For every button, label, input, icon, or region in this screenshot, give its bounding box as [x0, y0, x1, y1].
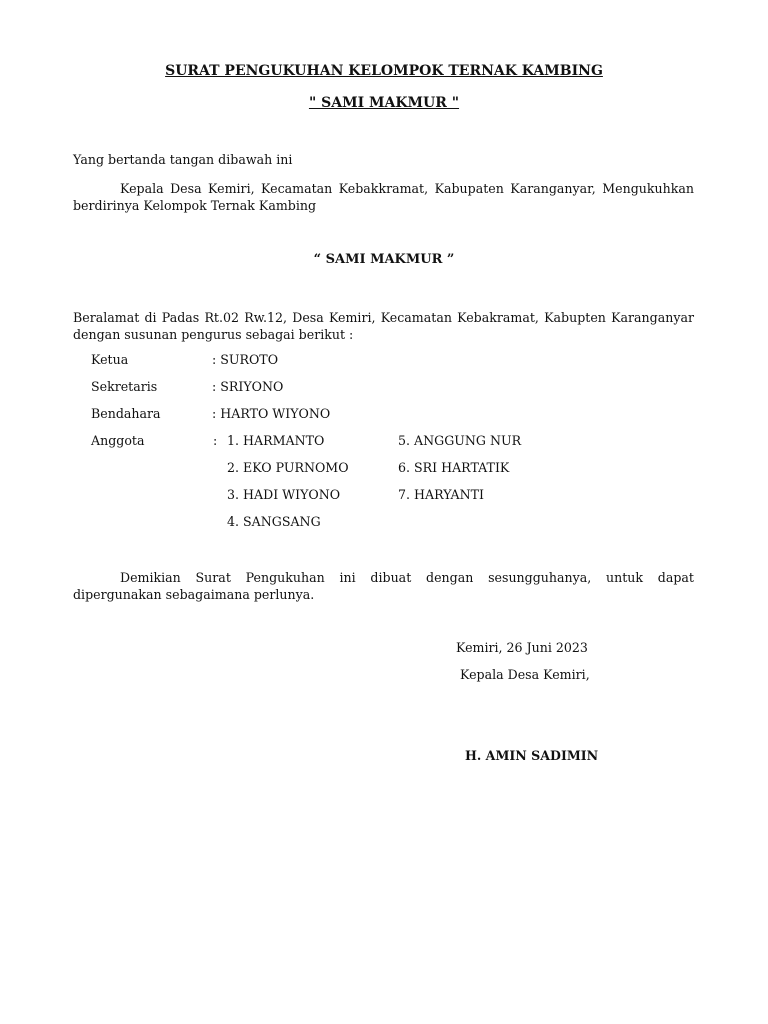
letter-subtitle: " SAMI MAKMUR " — [308, 95, 460, 111]
member-item: 5. ANGGUNG NUR — [398, 433, 522, 448]
member-item: 6. SRI HARTATIK — [398, 460, 510, 475]
paragraph-appointment: Kepala Desa Kemiri, Kecamatan Kebakkramat, Kabupaten Karanganyar, Mengukuhkan berdirinya Kelompok Ternak Kambing — [73, 181, 694, 213]
ketua-label: Ketua — [91, 352, 129, 367]
member-item: 2. EKO PURNOMO — [227, 460, 349, 475]
opening-line: Yang bertanda tangan dibawah ini — [73, 152, 293, 167]
bendahara-label: Bendahara — [91, 406, 161, 421]
sekretaris-value: : SRIYONO — [212, 379, 284, 394]
signer-name: H. AMIN SADIMIN — [465, 748, 599, 763]
letter-title: SURAT PENGUKUHAN KELOMPOK TERNAK KAMBING — [165, 63, 603, 79]
signer-position: Kepala Desa Kemiri, — [460, 667, 590, 682]
anggota-colon: : — [213, 433, 218, 448]
group-name: “ SAMI MAKMUR ” — [313, 252, 455, 267]
member-item: 3. HADI WIYONO — [227, 487, 341, 502]
sekretaris-label: Sekretaris — [91, 379, 158, 394]
place-date: Kemiri, 26 Juni 2023 — [456, 640, 588, 655]
member-item: 4. SANGSANG — [227, 514, 321, 529]
paragraph-address: Beralamat di Padas Rt.02 Rw.12, Desa Kemiri, Kecamatan Kebakramat, Kabupten Karanganyar dengan susunan pengurus sebagai berikut : — [73, 310, 694, 342]
bendahara-value: : HARTO WIYONO — [212, 406, 331, 421]
member-item: 7. HARYANTI — [398, 487, 485, 502]
member-item: 1. HARMANTO — [227, 433, 325, 448]
anggota-label: Anggota — [91, 433, 145, 448]
ketua-value: : SUROTO — [212, 352, 279, 367]
closing-paragraph: Demikian Surat Pengukuhan ini dibuat dengan sesungguhanya, untuk dapat dipergunakan sebagaimana perlunya. — [73, 570, 694, 602]
